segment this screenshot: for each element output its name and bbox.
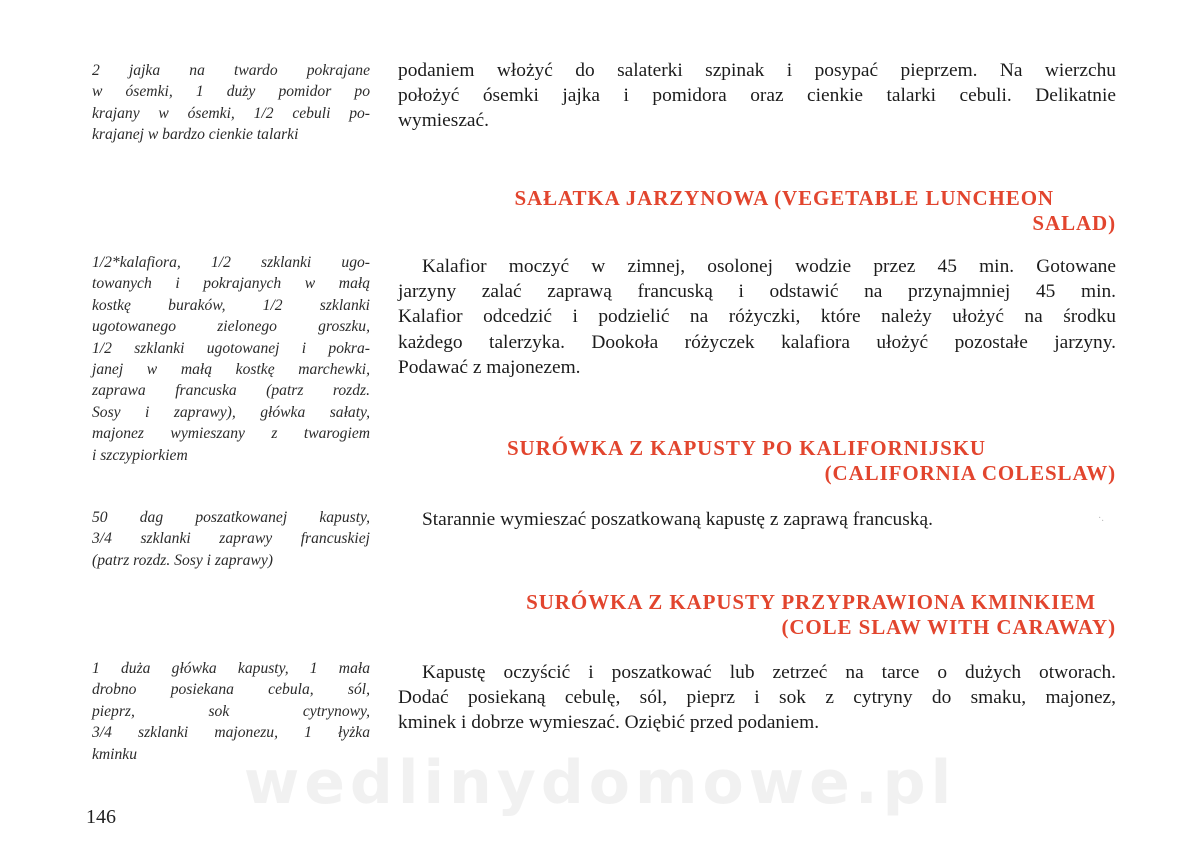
recipe-instructions [398,58,1116,134]
ingredients-list [92,507,370,571]
ingredient-line: i szczypiorkiem [92,446,188,464]
recipe-title [398,436,1116,486]
ingredient-line: 1/2*kalafiora, 1/2 szklanki ugo- [92,254,370,271]
ingredient-line: 1 duża główka kapusty, 1 mała [92,660,370,677]
recipe-title [398,186,1116,236]
instruction-line: podaniem włożyć do salaterki szpinak i posypać pieprzem. Na wierzchu [398,60,1116,81]
instruction-line: położyć ósemki jajka i pomidora oraz cienkie talarki cebuli. Delikatnie [398,85,1116,107]
watermark: wedlinydomowe.pl [243,748,957,818]
page-number: 146 [86,806,116,828]
ingredient-line: krajanej w bardzo cienkie talarki [92,126,299,144]
recipe-title-line: (COLE SLAW WITH CARAWAY) [781,615,1116,639]
ingredient-line: towanych i pokrajanych w małą [92,275,370,293]
recipe-instructions [398,254,1116,380]
ingredient-line: 2 jajka na twardo pokrajane [92,62,370,79]
recipe-title [398,590,1116,640]
instruction-line: wymieszać. [398,110,489,132]
ingredient-line: pieprz, sok cytrynowy, [92,702,370,720]
ingredient-line: zaprawa francuska (patrz rozdz. [92,382,370,400]
ingredient-line: (patrz rozdz. Sosy i zaprawy) [92,551,273,569]
recipe-title-line: SAŁATKA JARZYNOWA (VEGETABLE LUNCHEON [514,186,1054,210]
print-speck: ·. [1098,513,1104,524]
ingredient-line: majonez wymieszany z twarogiem [92,425,370,443]
instruction-line: jarzyny zalać zaprawą francuską i odstawić na przynajmniej 45 min. [398,281,1116,303]
recipe-title-line: SALAD) [1032,211,1116,235]
ingredients-list [92,658,370,765]
ingredient-line: Sosy i zaprawy), główka sałaty, [92,403,370,421]
ingredients-list [92,252,370,466]
ingredient-line: kminku [92,745,138,763]
ingredients-list [92,60,370,146]
ingredient-line: 3/4 szklanki zaprawy francuskiej [92,530,370,548]
instruction-line: Podawać z majonezem. [398,356,581,378]
instruction-line: Dodać posiekaną cebulę, sól, pieprz i sok z cytryny do smaku, majonez, [398,687,1116,709]
ingredient-line: 3/4 szklanki majonezu, 1 łyżka [92,724,370,742]
ingredient-line: janej w małą kostkę marchewki, [92,361,370,379]
ingredient-line: 50 dag poszatkowanej kapusty, [92,509,370,526]
recipe-instructions [398,660,1116,736]
ingredient-line: kostkę buraków, 1/2 szklanki [92,296,370,314]
instruction-line: każdego talerzyka. Dookoła różyczek kalafiora ułożyć pozostałe jarzyny. [398,331,1116,353]
ingredient-line: krajany w ósemki, 1/2 cebuli po- [92,104,370,122]
recipe-title-line: SURÓWKA Z KAPUSTY PO KALIFORNIJSKU [506,436,986,460]
instruction-line: Starannie wymieszać poszatkowaną kapustę z zaprawą francuską. [422,509,933,530]
recipe-title-line: (CALIFORNIA COLESLAW) [824,461,1116,485]
ingredient-line: drobno posiekana cebula, sól, [92,681,370,699]
instruction-line: kminek i dobrze wymieszać. Oziębić przed podaniem. [398,712,820,734]
instruction-line: Kalafior moczyć w zimnej, osolonej wodzie przez 45 min. Gotowane [422,256,1116,277]
recipe-instructions [398,507,1116,532]
ingredient-line: ugotowanego zielonego groszku, [92,318,370,336]
ingredient-line: w ósemki, 1 duży pomidor po [92,83,370,101]
recipe-title-line: SURÓWKA Z KAPUSTY PRZYPRAWIONA KMINKIEM [526,590,1096,614]
ingredient-line: 1/2 szklanki ugotowanej i pokra- [92,339,370,357]
instruction-line: Kapustę oczyścić i poszatkować lub zetrzeć na tarce o dużych otworach. [422,662,1116,683]
instruction-line: Kalafior odcedzić i podzielić na różyczki, które należy ułożyć na środku [398,306,1116,328]
